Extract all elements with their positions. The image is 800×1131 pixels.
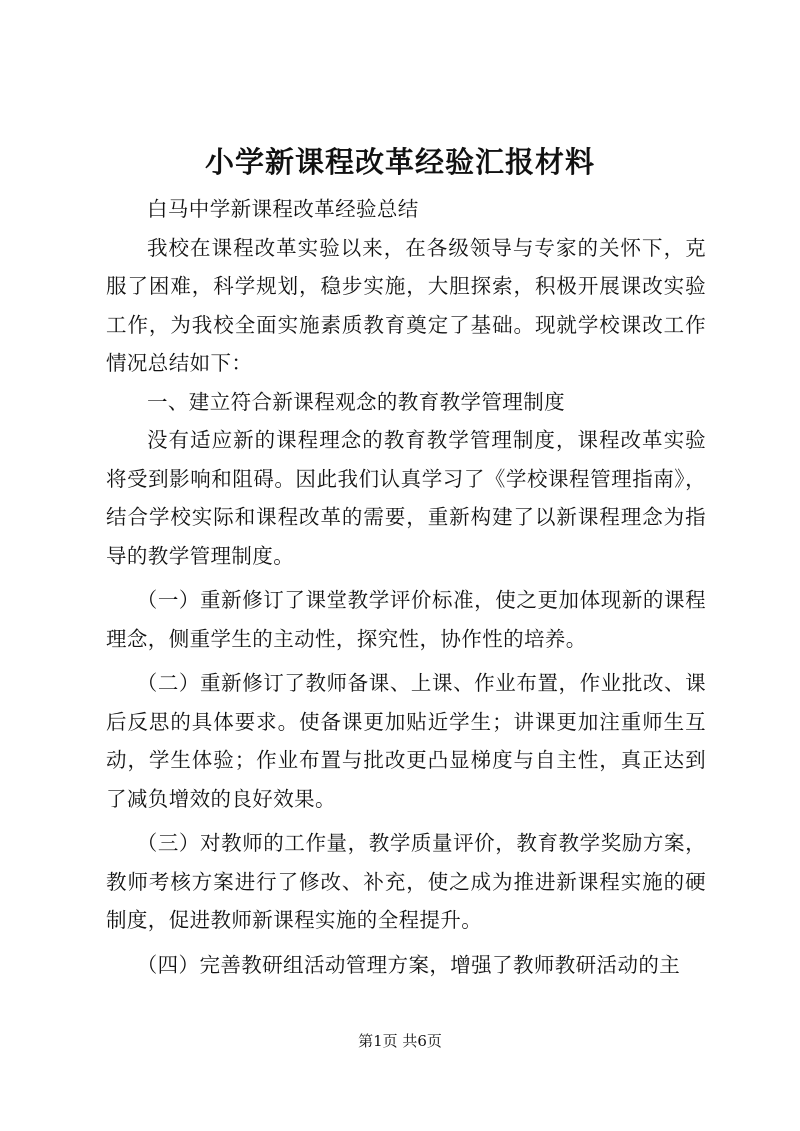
- paragraph-item-4: （四）完善教研组活动管理方案，增强了教师教研活动的主: [136, 952, 681, 977]
- page-title: 小学新课程改革经验汇报材料: [204, 145, 595, 179]
- paragraph-subtitle: 白马中学新课程改革经验总结: [147, 197, 419, 221]
- paragraph-section-1: 没有适应新的课程理念的教育教学管理制度，课程改革实验将受到影响和阻碍。因此我们认真学习了《学校课程管理指南》，结合学校实际和课程改革的需要，重新构建了以新课程理念为指导的教学管理制度。: [106, 428, 706, 568]
- section-heading-1: 一、建立符合新课程观念的教育教学管理制度: [147, 389, 565, 414]
- paragraph-intro: 我校在课程改革实验以来，在各级领导与专家的关怀下，克服了困难，科学规划，稳步实施，大胆探索，积极开展课改实验工作，为我校全面实施素质教育奠定了基础。现就学校课改工作情况总结如下：: [106, 235, 706, 375]
- paragraph-item-2: （二）重新修订了教师备课、上课、作业布置，作业批改、课后反思的具体要求。使备课更加贴近学生；讲课更加注重师生互动，学生体验；作业布置与批改更凸显梯度与自主性，真正达到了减负增效的良好效果。: [106, 671, 706, 811]
- paragraph-item-3: （三）对教师的工作量，教学质量评价，教育教学奖励方案，教师考核方案进行了修改、补充，使之成为推进新课程实施的硬制度，促进教师新课程实施的全程提升。: [106, 831, 706, 932]
- paragraph-item-1: （一）重新修订了课堂教学评价标准，使之更加体现新的课程理念，侧重学生的主动性，探究性，协作性的培养。: [106, 588, 706, 651]
- page-footer: 第1页 共6页: [358, 1032, 442, 1050]
- document-body: [106, 190, 706, 984]
